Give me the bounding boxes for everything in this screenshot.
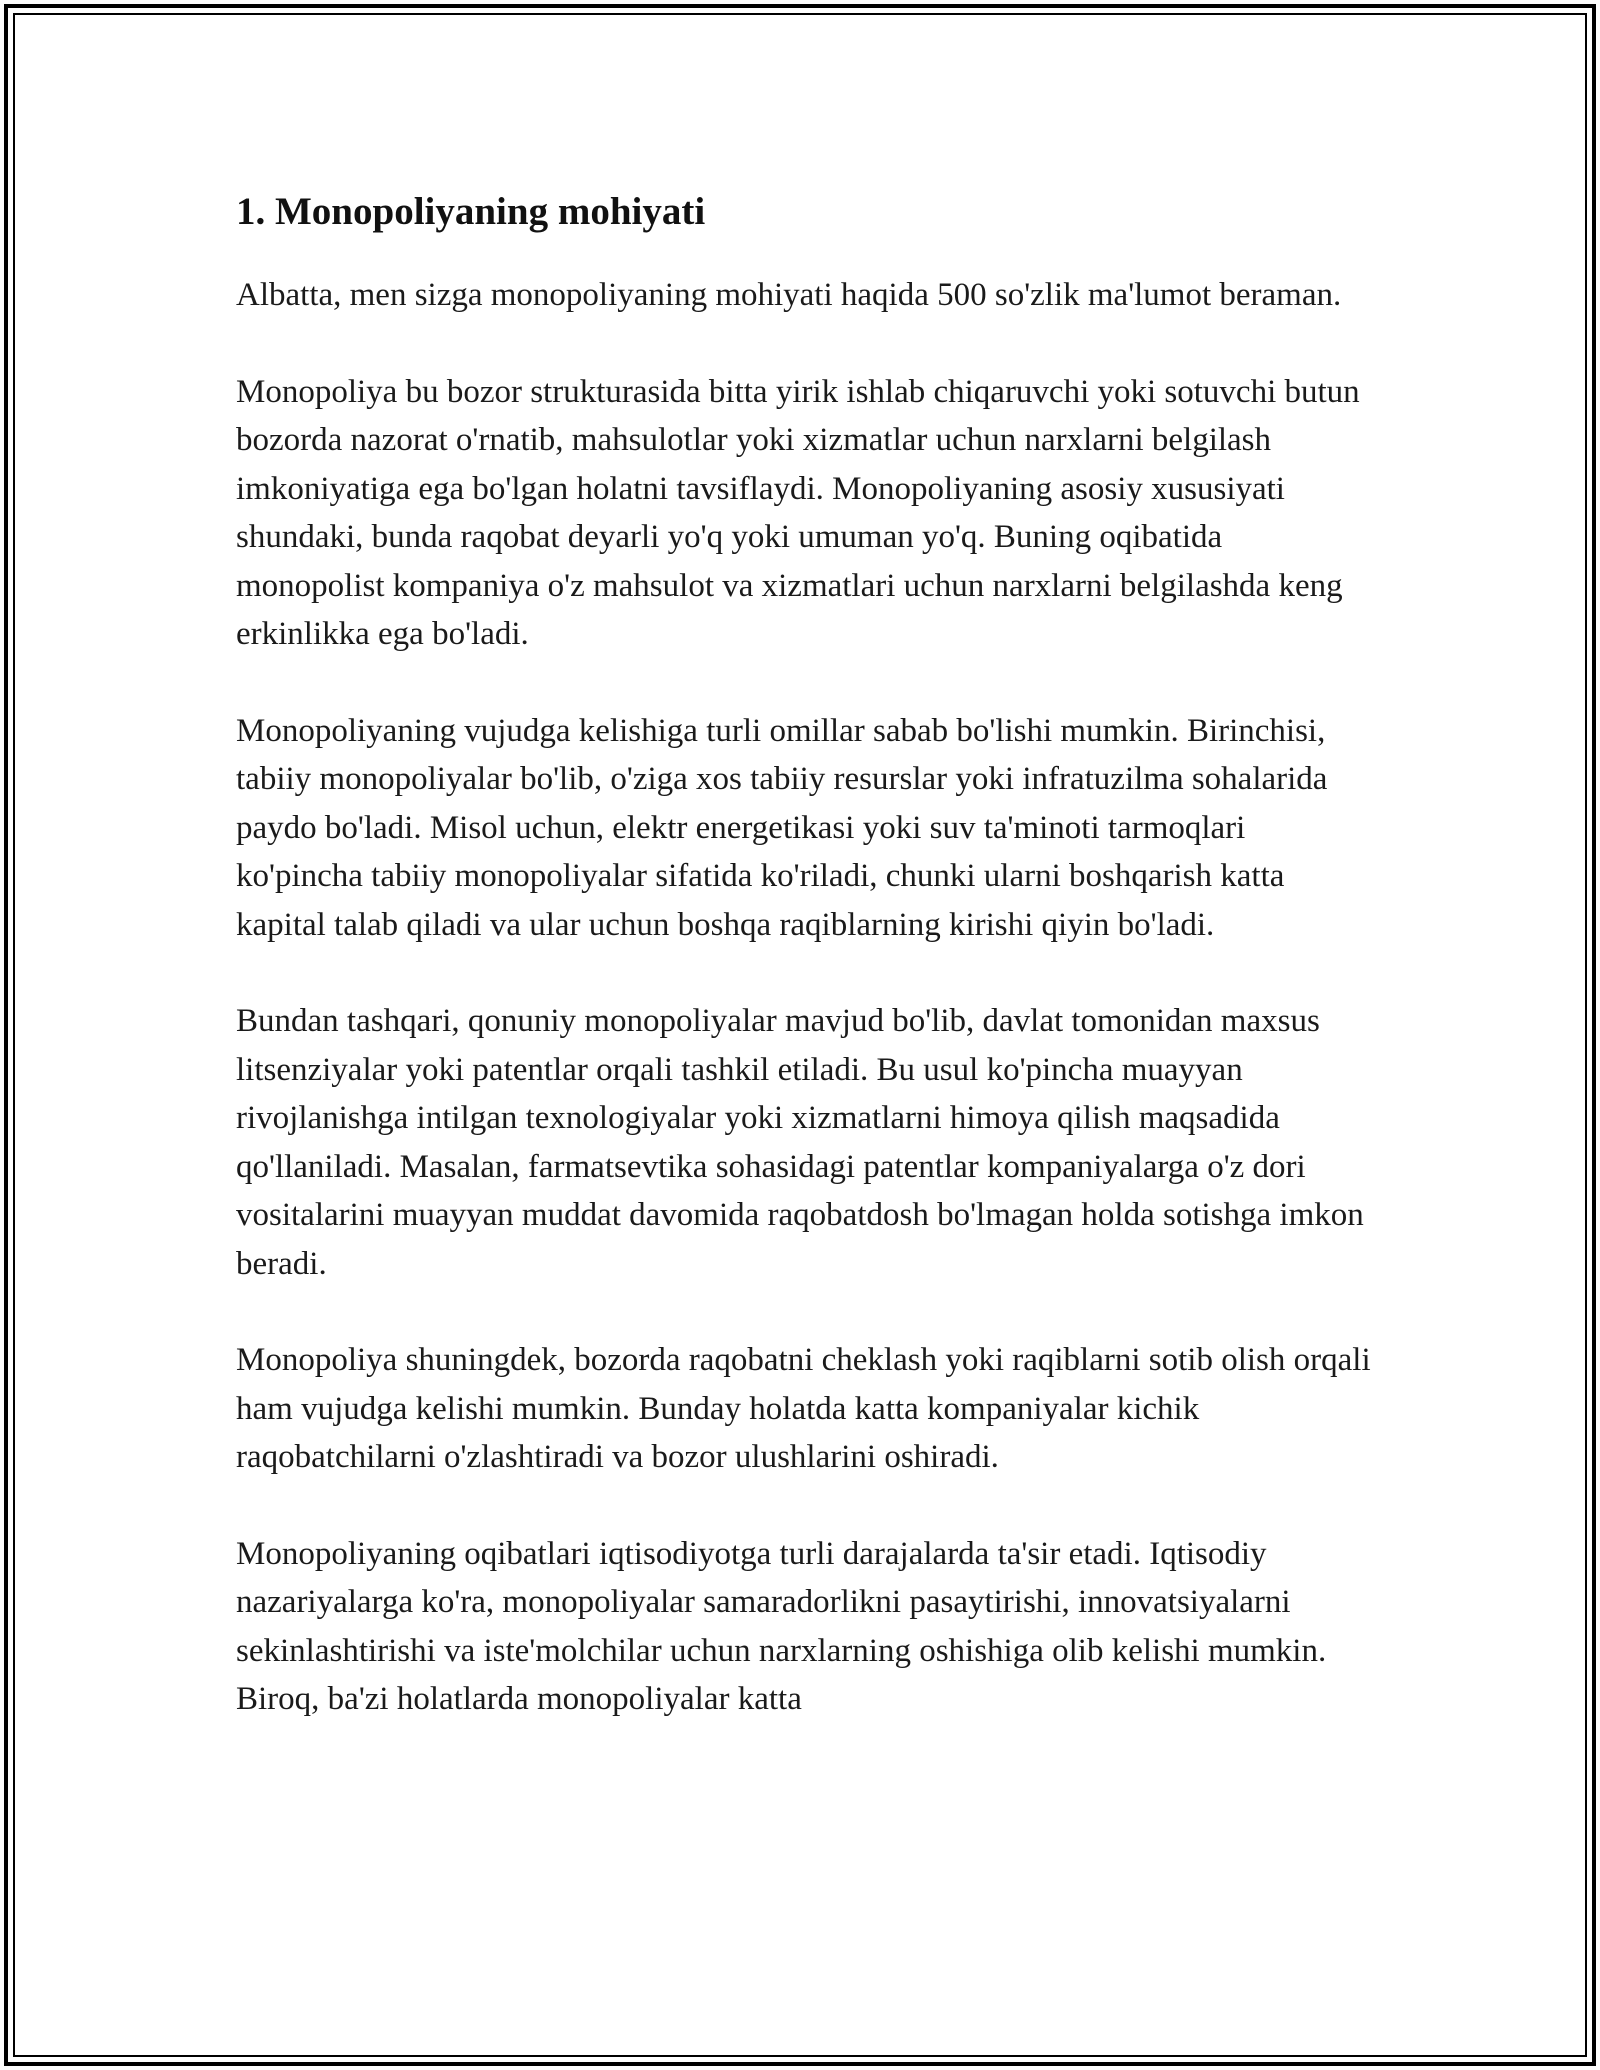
paragraph-legal-monopoly: Bundan tashqari, qonuniy monopoliyalar mavjud bo'lib, davlat tomonidan maxsus litsenziyalar yoki patentlar orqali tashkil etiladi. Bu usul ko'pincha muayyan rivojlanishga intilgan texnologiyalar yoki xizmatlarni himoya qilish maqsadida qo'llaniladi. Masalan, farmatsevtika sohasidagi patentlar kompaniyalarga o'z dori vositalarini muayyan muddat davomida raqobatdosh bo'lmagan holda sotishga imkon beradi.	[236, 1003, 1364, 1282]
paragraph-consequences: Monopoliyaning oqibatlari iqtisodiyotga turli darajalarda ta'sir etadi. Iqtisodiy nazariyalarga ko'ra, monopoliyalar samaradorlikni pasaytirishi, innovatsiyalarni sekinlashtirishi va iste'molchilar uchun narxlarning oshishiga olib kelishi mumkin. Biroq, ba'zi holatlarda monopoliyalar katta	[236, 1535, 1327, 1717]
paragraph-definition: Monopoliya bu bozor strukturasida bitta yirik ishlab chiqaruvchi yoki sotuvchi butun bozorda nazorat o'rnatib, mahsulotlar yoki xizmatlar uchun narxlarni belgilash imkoniyatiga ega bo'lgan holatni tavsiflaydi. Monopoliyaning asosiy xususiyati shundaki, bunda raqobat deyarli yo'q yoki umuman yo'q. Buning oqibatida monopolist kompaniya o'z mahsulot va xizmatlari uchun narxlarni belgilashda keng erkinlikka ega bo'ladi.	[236, 373, 1360, 652]
document-body	[236, 184, 1376, 1724]
section-heading: 1. Monopoliyaning mohiyati	[236, 190, 706, 233]
paragraph-natural-monopoly: Monopoliyaning vujudga kelishiga turli omillar sabab bo'lishi mumkin. Birinchisi, tabiiy monopoliyalar bo'lib, o'ziga xos tabiiy resurslar yoki infratuzilma sohalarida paydo bo'ladi. Misol uchun, elektr energetikasi yoki suv ta'minoti tarmoqlari ko'pincha tabiiy monopoliyalar sifatida ko'riladi, chunki ularni boshqarish katta kapital talab qiladi va ular uchun boshqa raqiblarning kirishi qiyin bo'ladi.	[236, 712, 1328, 943]
paragraph-intro: Albatta, men sizga monopoliyaning mohiyati haqida 500 so'zlik ma'lumot beraman.	[236, 277, 1342, 313]
paragraph-acquisition: Monopoliya shuningdek, bozorda raqobatni cheklash yoki raqiblarni sotib olish orqali ham vujudga kelishi mumkin. Bunday holatda katta kompaniyalar kichik raqobatchilarni o'zlashtiradi va bozor ulushlarini oshiradi.	[236, 1342, 1371, 1475]
